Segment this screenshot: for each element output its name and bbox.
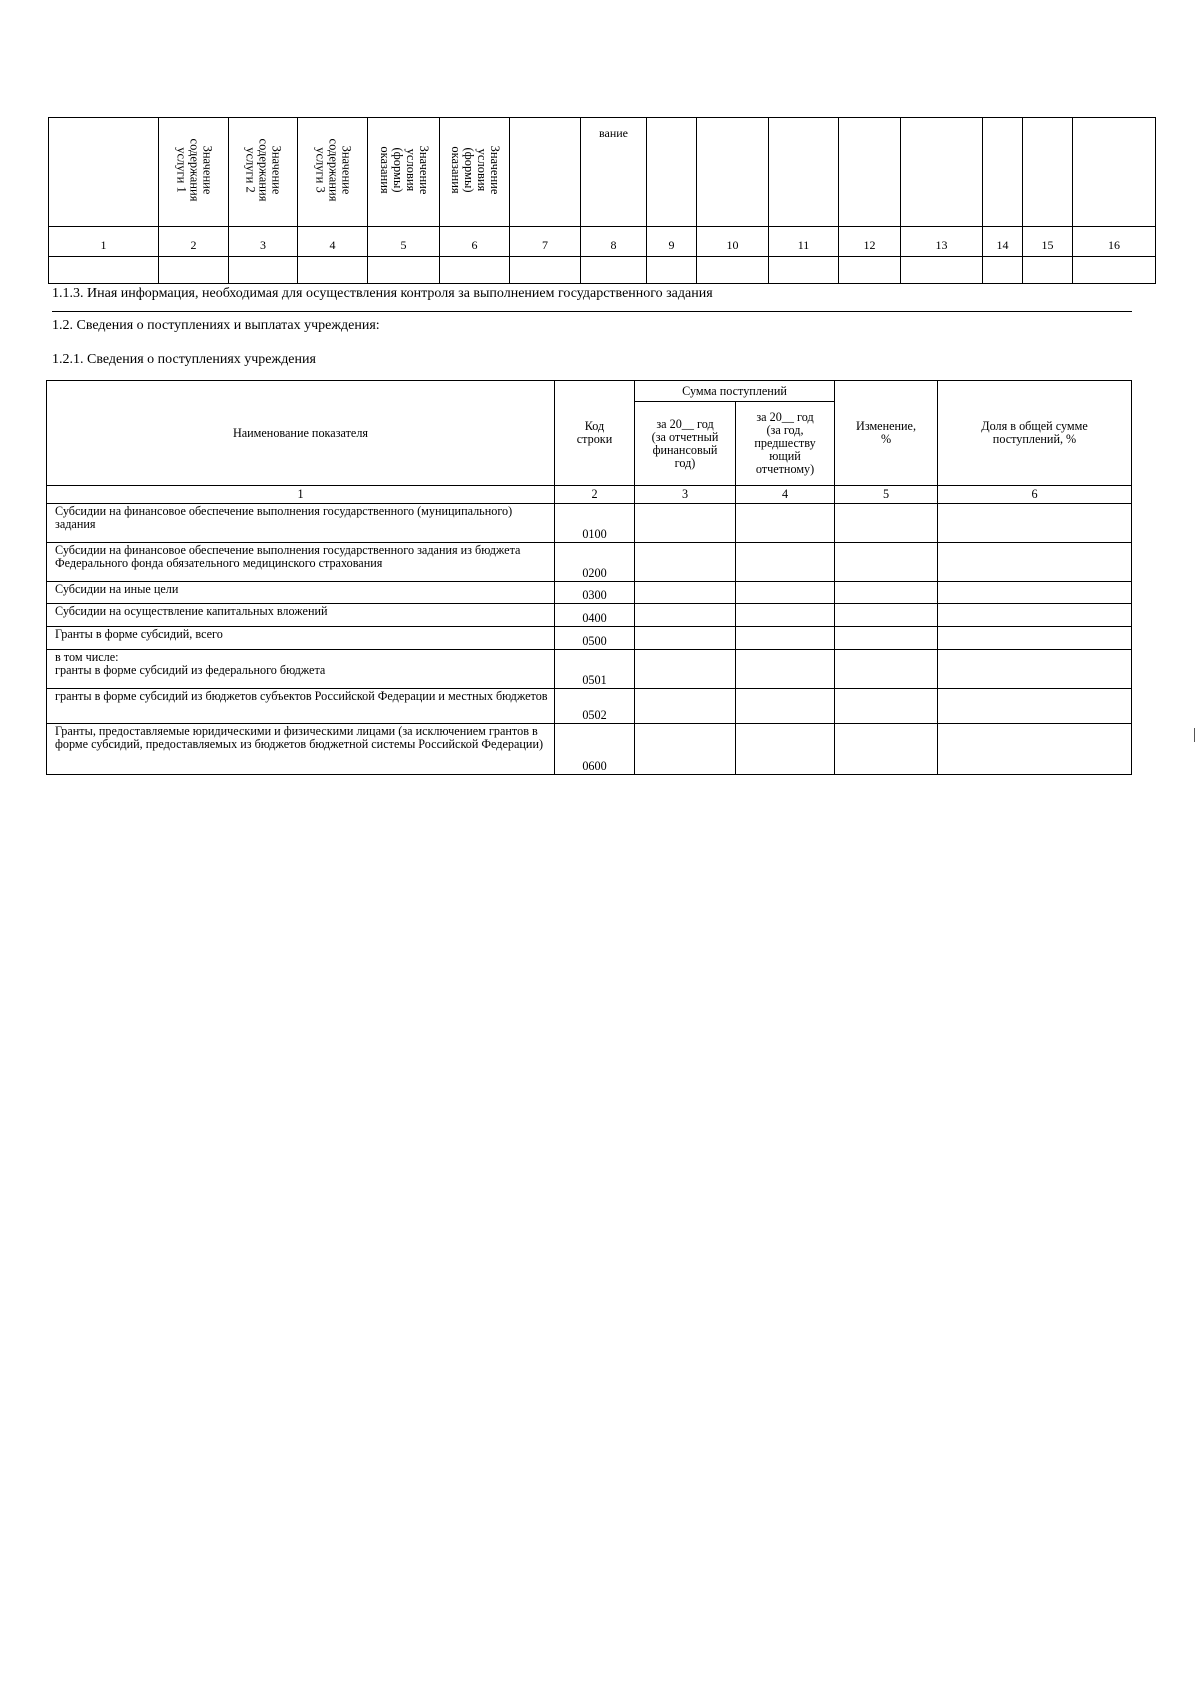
section-heading-1-2-1: 1.2.1. Сведения о поступлениях учреждения bbox=[52, 352, 316, 367]
header-cell bbox=[1023, 118, 1073, 227]
row-label: Субсидии на финансовое обеспечение выполнения государственного (муниципального) задания bbox=[47, 504, 555, 543]
header-text: Значение условия (формы) оказания bbox=[377, 145, 431, 195]
table-cell bbox=[736, 724, 835, 775]
table-cell bbox=[835, 604, 938, 627]
column-number: 8 bbox=[581, 227, 647, 257]
table-cell bbox=[938, 504, 1132, 543]
column-number: 2 bbox=[159, 227, 229, 257]
table-cell bbox=[229, 257, 298, 284]
header-cell bbox=[510, 118, 581, 227]
header-cell bbox=[1073, 118, 1156, 227]
header-cell: вание bbox=[581, 118, 647, 227]
column-number: 12 bbox=[839, 227, 901, 257]
table-cell bbox=[938, 650, 1132, 689]
table-cell bbox=[368, 257, 440, 284]
table-cell bbox=[938, 689, 1132, 724]
table-row bbox=[47, 604, 1132, 627]
header-row bbox=[47, 381, 1132, 402]
column-number: 5 bbox=[368, 227, 440, 257]
table-cell bbox=[938, 543, 1132, 582]
table-cell bbox=[635, 543, 736, 582]
table-cell bbox=[938, 582, 1132, 604]
row-code: 0500 bbox=[555, 627, 635, 650]
table-cell bbox=[1073, 257, 1156, 284]
divider-line bbox=[52, 311, 1132, 312]
table-row bbox=[47, 650, 1132, 689]
column-number: 3 bbox=[229, 227, 298, 257]
header-cell bbox=[983, 118, 1023, 227]
table-cell bbox=[635, 724, 736, 775]
row-code: 0200 bbox=[555, 543, 635, 582]
header-cell bbox=[368, 118, 440, 227]
header-cell bbox=[229, 118, 298, 227]
header-cell bbox=[697, 118, 769, 227]
row-code: 0502 bbox=[555, 689, 635, 724]
header-text: Значение содержания услуги 1 bbox=[174, 138, 214, 202]
table-cell bbox=[697, 257, 769, 284]
header-change: Изменение, % bbox=[835, 381, 938, 486]
header-row bbox=[49, 118, 1156, 227]
table-cell bbox=[901, 257, 983, 284]
table-cell bbox=[835, 650, 938, 689]
header-cell bbox=[298, 118, 368, 227]
header-cell bbox=[49, 118, 159, 227]
row-label: Субсидии на осуществление капитальных вложений bbox=[47, 604, 555, 627]
table-cell bbox=[736, 504, 835, 543]
column-number: 11 bbox=[769, 227, 839, 257]
table-cell bbox=[635, 650, 736, 689]
row-label: в том числе: гранты в форме субсидий из федерального бюджета bbox=[47, 650, 555, 689]
header-cell bbox=[901, 118, 983, 227]
table-cell bbox=[938, 604, 1132, 627]
column-number: 15 bbox=[1023, 227, 1073, 257]
table-cell bbox=[635, 604, 736, 627]
table-cell bbox=[49, 257, 159, 284]
column-number: 5 bbox=[835, 486, 938, 504]
table-cell bbox=[839, 257, 901, 284]
table-cell bbox=[510, 257, 581, 284]
table-row bbox=[47, 543, 1132, 582]
section-heading-1-2: 1.2. Сведения о поступлениях и выплатах учреждения: bbox=[52, 318, 380, 333]
table-row bbox=[47, 582, 1132, 604]
row-code: 0501 bbox=[555, 650, 635, 689]
column-number: 3 bbox=[635, 486, 736, 504]
row-code: 0400 bbox=[555, 604, 635, 627]
table-cell bbox=[835, 543, 938, 582]
row-label: Субсидии на иные цели bbox=[47, 582, 555, 604]
column-number: 14 bbox=[983, 227, 1023, 257]
table-cell bbox=[736, 582, 835, 604]
table-cell bbox=[635, 689, 736, 724]
table-row bbox=[47, 724, 1132, 775]
row-label: гранты в форме субсидий из бюджетов субъектов Российской Федерации и местных бюджетов bbox=[47, 689, 555, 724]
header-cell bbox=[159, 118, 229, 227]
column-number: 13 bbox=[901, 227, 983, 257]
table-cell bbox=[298, 257, 368, 284]
table-row bbox=[47, 627, 1132, 650]
table-cell bbox=[440, 257, 510, 284]
table-row bbox=[47, 689, 1132, 724]
column-number: 10 bbox=[697, 227, 769, 257]
table-cell bbox=[1023, 257, 1073, 284]
table-cell bbox=[835, 627, 938, 650]
table-cell bbox=[938, 627, 1132, 650]
header-cell bbox=[769, 118, 839, 227]
table-cell bbox=[736, 650, 835, 689]
row-label: Субсидии на финансовое обеспечение выполнения государственного задания из бюджета Федерального фонда обязательного медицинского страхования bbox=[47, 543, 555, 582]
indicators-table-continued bbox=[48, 117, 1156, 284]
table-cell bbox=[736, 543, 835, 582]
table-cell bbox=[159, 257, 229, 284]
table-cell bbox=[647, 257, 697, 284]
header-year-report: за 20__ год (за отчетный финансовый год) bbox=[635, 402, 736, 486]
table-cell bbox=[938, 724, 1132, 775]
column-number: 4 bbox=[736, 486, 835, 504]
table-cell bbox=[983, 257, 1023, 284]
table-cell bbox=[635, 504, 736, 543]
row-label: Гранты, предоставляемые юридическими и физическими лицами (за исключением грантов в форме субсидий, предоставляемых из бюджетов бюджетной системы Российской Федерации) bbox=[47, 724, 555, 775]
row-code: 0100 bbox=[555, 504, 635, 543]
table-cell bbox=[581, 257, 647, 284]
column-number-row bbox=[47, 486, 1132, 504]
column-number: 9 bbox=[647, 227, 697, 257]
header-year-prev: за 20__ год (за год, предшеству ющий отчетному) bbox=[736, 402, 835, 486]
column-number: 6 bbox=[440, 227, 510, 257]
row-code: 0600 bbox=[555, 724, 635, 775]
table-cell bbox=[835, 689, 938, 724]
table-cell bbox=[835, 724, 938, 775]
table-cell bbox=[635, 582, 736, 604]
header-text: Значение содержания услуги 2 bbox=[243, 138, 284, 202]
empty-data-row bbox=[49, 257, 1156, 284]
table-cell bbox=[635, 627, 736, 650]
column-number: 6 bbox=[938, 486, 1132, 504]
header-sum: Сумма поступлений bbox=[635, 381, 835, 402]
table-cell bbox=[835, 504, 938, 543]
header-text: Значение условия (формы) оказания bbox=[448, 145, 502, 195]
header-name: Наименование показателя bbox=[47, 381, 555, 486]
column-number: 1 bbox=[47, 486, 555, 504]
column-number: 2 bbox=[555, 486, 635, 504]
table-cell bbox=[769, 257, 839, 284]
table-cell bbox=[736, 689, 835, 724]
column-number-row bbox=[49, 227, 1156, 257]
scan-artifact-mark bbox=[1194, 728, 1195, 742]
column-number: 7 bbox=[510, 227, 581, 257]
receipts-table bbox=[46, 380, 1132, 775]
column-number: 1 bbox=[49, 227, 159, 257]
column-number: 4 bbox=[298, 227, 368, 257]
row-label: Гранты в форме субсидий, всего bbox=[47, 627, 555, 650]
header-share: Доля в общей сумме поступлений, % bbox=[938, 381, 1132, 486]
table-cell bbox=[736, 604, 835, 627]
column-number: 16 bbox=[1073, 227, 1156, 257]
header-text: Значение содержания услуги 3 bbox=[313, 138, 353, 202]
header-code: Код строки bbox=[555, 381, 635, 486]
header-cell bbox=[440, 118, 510, 227]
row-code: 0300 bbox=[555, 582, 635, 604]
header-cell bbox=[647, 118, 697, 227]
header-cell bbox=[839, 118, 901, 227]
table-row bbox=[47, 504, 1132, 543]
table-cell bbox=[736, 627, 835, 650]
section-heading-1-1-3: 1.1.3. Иная информация, необходимая для осуществления контроля за выполнением государственного задания bbox=[52, 286, 713, 301]
table-cell bbox=[835, 582, 938, 604]
